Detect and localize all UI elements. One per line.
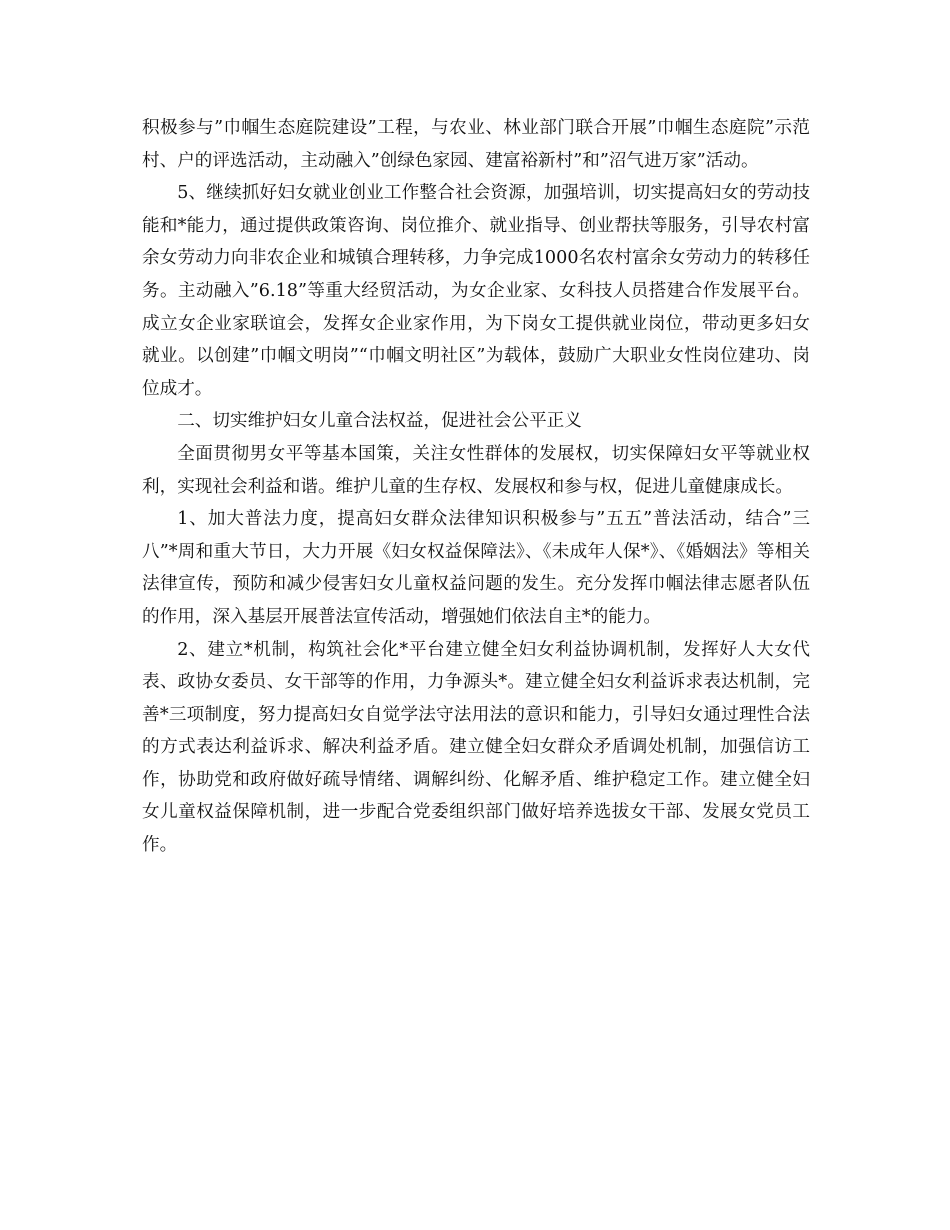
- paragraph-intro-continuation: 积极参与”巾帼生态庭院建设”工程，与农业、林业部门联合开展”巾帼生态庭院”示范村、户的评选活动，主动融入”创绿色家园、建富裕新村”和”沼气进万家”活动。: [142, 118, 810, 171]
- section-heading-2: 二、切实维护妇女儿童合法权益，促进社会公平正义: [177, 411, 582, 432]
- paragraph-item-2: 2、建立*机制，构筑社会化*平台建立健全妇女利益协调机制，发挥好人大女代表、政协女委员、女干部等的作用，力争源头*。建立健全妇女利益诉求表达机制，完善*三项制度，努力提高妇女自觉学法守法用法的意识和能力，引导妇女通过理性合法的方式表达利益诉求、解决利益矛盾。建立健全妇女群众矛盾调处机制，加强信访工作，协助党和政府做好疏导情绪、调解纠纷、化解矛盾、维护稳定工作。建立健全妇女儿童权益保障机制，进一步配合党委组织部门做好培养选拔女干部、发展女党员工作。: [142, 639, 810, 856]
- paragraph-item-5: 5、继续抓好妇女就业创业工作整合社会资源，加强培训，切实提高妇女的劳动技能和*能力，通过提供政策咨询、岗位推介、就业指导、创业帮扶等服务，引导农村富余女劳动力向非农企业和城镇合理转移，力争完成1000名农村富余女劳动力的转移任务。主动融入”6.18”等重大经贸活动，为女企业家、女科技人员搭建合作发展平台。成立女企业家联谊会，发挥女企业家作用，为下岗女工提供就业岗位，带动更多妇女就业。以创建”巾帼文明岗”“巾帼文明社区”为载体，鼓励广大职业女性岗位建功、岗位成才。: [142, 183, 810, 399]
- paragraph-section-2-intro: 全面贯彻男女平等基本国策，关注女性群体的发展权，切实保障妇女平等就业权利，实现社会利益和谐。维护儿童的生存权、发展权和参与权，促进儿童健康成长。: [142, 443, 810, 497]
- paragraph-item-1: 1、加大普法力度，提高妇女群众法律知识积极参与”五五”普法活动，结合”三八”*周和重大节日，大力开展《妇女权益保障法》、《未成年人保*》、《婚姻法》等相关法律宣传，预防和减少侵害妇女儿童权益问题的发生。充分发挥巾帼法律志愿者队伍的作用，深入基层开展普法宣传活动，增强她们依法自主*的能力。: [142, 509, 810, 627]
